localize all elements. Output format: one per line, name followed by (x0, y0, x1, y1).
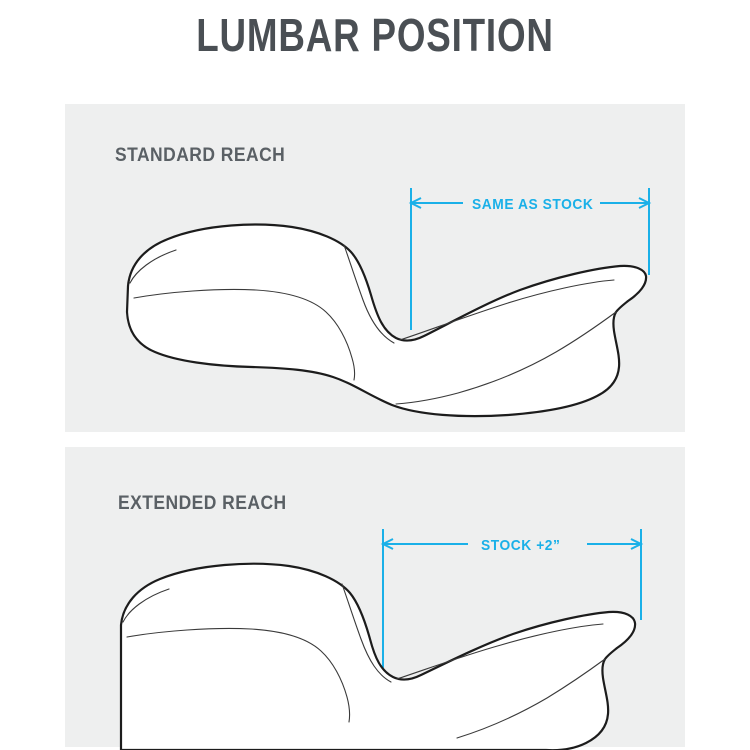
panel-extended-reach (65, 447, 685, 747)
panel-label-standard: STANDARD REACH (115, 145, 286, 166)
panel-label-extended: EXTENDED REACH (118, 493, 287, 514)
page-title: LUMBAR POSITION (196, 9, 554, 61)
dimension-label-standard: SAME AS STOCK (472, 196, 594, 213)
dimension-label-extended: STOCK +2” (481, 537, 561, 554)
